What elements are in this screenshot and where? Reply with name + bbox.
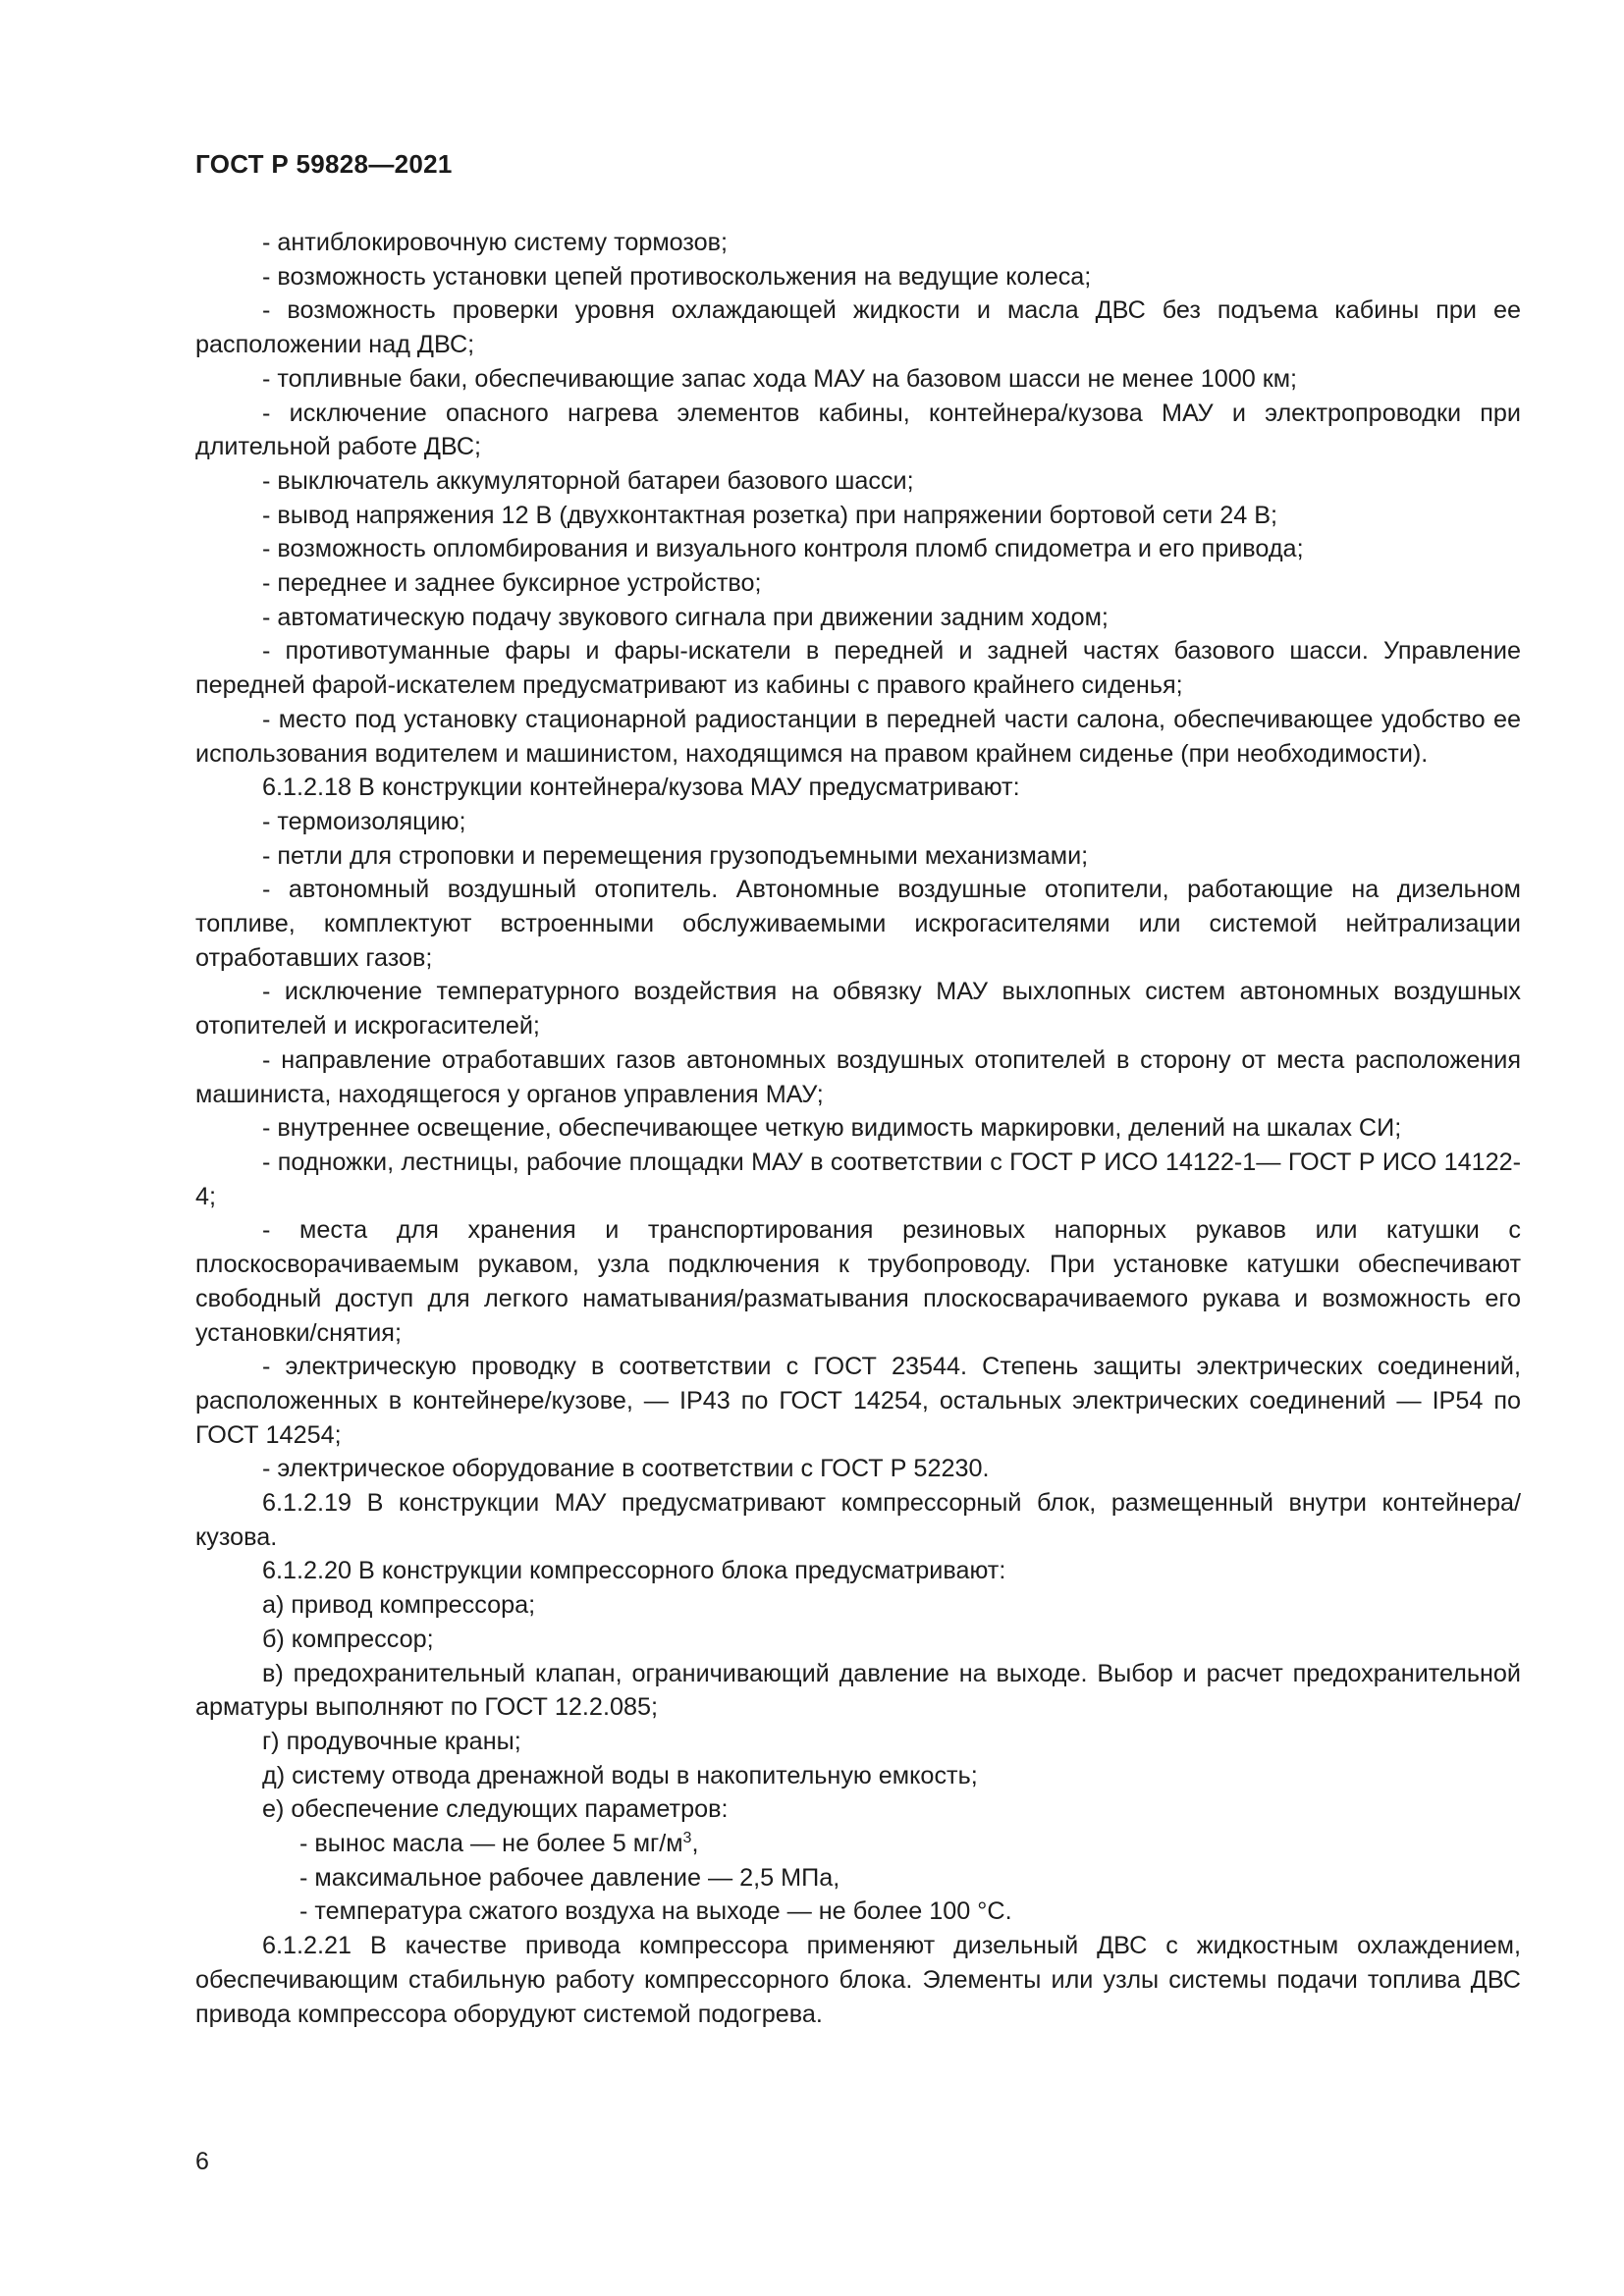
paragraph (195, 601, 1521, 635)
paragraph (195, 1486, 1521, 1554)
paragraph (195, 1929, 1521, 2031)
paragraph-text: в) предохранительный клапан, ограничивающий давление на выходе. Выбор и расчет предохранительной арматуры выполняют по ГОСТ 12.2.085; (195, 1659, 1521, 1722)
paragraph-text: - выключатель аккумуляторной батареи базового шасси; (262, 466, 914, 495)
paragraph-text: - антиблокировочную систему тормозов; (262, 229, 729, 256)
paragraph-text: - исключение температурного воздействия на обвязку МАУ выхлопных систем автономных воздушных отопителей и искрогасителей; (195, 978, 1521, 1041)
paragraph-text: - противотуманные фары и фары-искатели в передней и задней частях базового шасси. Управление передней фарой-искателем предусматривают из кабины с правого крайнего сиденья; (195, 637, 1521, 700)
paragraph-text: а) привод компрессора; (262, 1591, 536, 1620)
paragraph (195, 1725, 1521, 1759)
paragraph-text: - вынос масла — не более 5 мг/м (299, 1830, 683, 1858)
paragraph-tail: , (691, 1830, 699, 1858)
paragraph (195, 771, 1521, 805)
paragraph (195, 1146, 1521, 1213)
paragraph-text: - термоизоляцию; (262, 807, 466, 835)
paragraph (195, 1043, 1521, 1111)
paragraph (195, 1759, 1521, 1793)
paragraph (195, 703, 1521, 771)
superscript: 3 (682, 1830, 692, 1847)
paragraph-text: - петли для строповки и перемещения грузоподъемными механизмами; (262, 841, 1089, 870)
paragraph-text: - возможность проверки уровня охлаждающей жидкости и масла ДВС без подъема кабины при ее расположении над ДВС; (195, 296, 1521, 359)
paragraph (195, 1657, 1521, 1725)
paragraph-text: - внутреннее освещение, обеспечивающее четкую видимость маркировки, делений на шкалах СИ; (262, 1114, 1402, 1143)
paragraph (195, 226, 1521, 260)
paragraph (195, 260, 1521, 294)
paragraph-text: - максимальное рабочее давление — 2,5 МПа, (299, 1863, 840, 1892)
paragraph-text: г) продувочные краны; (262, 1727, 521, 1755)
paragraph-text: - возможность установки цепей противоскольжения на ведущие колеса; (262, 262, 1092, 291)
paragraph-text: 6.1.2.21 В качестве привода компрессора применяют дизельный ДВС с жидкостным охлаждением, обеспечивающим стабильную работу компрессорного блока. Элементы или узлы системы подачи топлива ДВС привода компрессора оборудуют системой подогрева. (195, 1932, 1521, 2028)
paragraph (195, 975, 1521, 1042)
page-number: 6 (195, 2148, 209, 2175)
paragraph-text: 6.1.2.18 В конструкции контейнера/кузова МАУ предусматривают: (262, 774, 1020, 802)
paragraph-text: - электрическое оборудование в соответствии с ГОСТ Р 52230. (262, 1455, 990, 1483)
paragraph-text: - места для хранения и транспортирования резиновых напорных рукавов или катушки с плоскосворачиваемым рукавом, узла подключения к трубопроводу. При установке катушки обеспечивают свободный доступ для легкого наматывания/разматывания плоскосварачиваемого рукава и возможность его установки/снятия; (195, 1216, 1521, 1347)
paragraph (195, 362, 1521, 397)
paragraph-text: - направление отработавших газов автономных воздушных отопителей в сторону от места расположения машиниста, находящегося у органов управления МАУ; (195, 1045, 1521, 1108)
paragraph (195, 1861, 1521, 1896)
paragraph-text: - вывод напряжения 12 В (двухконтактная розетка) при напряжении бортовой сети 24 В; (262, 501, 1278, 529)
paragraph (195, 1792, 1521, 1827)
paragraph (195, 1623, 1521, 1657)
paragraph-text: 6.1.2.19 В конструкции МАУ предусматривают компрессорный блок, размещенный внутри контейнера/кузова. (195, 1489, 1521, 1551)
paragraph-text: - автономный воздушный отопитель. Автономные воздушные отопители, работающие на дизельном топливе, комплектуют встроенными обслуживаемыми искрогасителями или системой нейтрализации отработавших газов; (195, 876, 1521, 972)
paragraph (195, 294, 1521, 361)
paragraph (195, 499, 1521, 533)
paragraph-text: е) обеспечение следующих параметров: (262, 1795, 729, 1824)
paragraph (195, 464, 1521, 499)
paragraph (195, 1588, 1521, 1623)
paragraph-text: д) систему отвода дренажной воды в накопительную емкость; (262, 1761, 978, 1789)
paragraph-text: б) компрессор; (262, 1625, 434, 1653)
paragraph-text: - температура сжатого воздуха на выходе — не более 100 °С. (299, 1897, 1012, 1926)
paragraph-text: - переднее и заднее буксирное устройство; (262, 569, 762, 598)
paragraph (195, 1554, 1521, 1588)
paragraph (195, 1213, 1521, 1350)
paragraph (195, 873, 1521, 975)
paragraph-text: - топливные баки, обеспечивающие запас хода МАУ на базовом шасси не менее 1000 км; (262, 364, 1298, 393)
paragraph (195, 397, 1521, 464)
paragraph-text: 6.1.2.20 В конструкции компрессорного блока предусматривают: (262, 1557, 1006, 1585)
document-header: ГОСТ Р 59828—2021 (195, 149, 453, 179)
paragraph (195, 1452, 1521, 1486)
paragraph-text: - исключение опасного нагрева элементов кабины, контейнера/кузова МАУ и электропроводки при длительной работе ДВС; (195, 399, 1521, 461)
paragraph-text: - возможность опломбирования и визуального контроля пломб спидометра и его привода; (262, 535, 1304, 563)
paragraph-text: - электрическую проводку в соответствии с ГОСТ 23544. Степень защиты электрических соединений, расположенных в контейнере/кузове, — IP43 по ГОСТ 14254, остальных электрических соединений — IP54 по ГОСТ 14254; (195, 1353, 1521, 1449)
paragraph-text: - автоматическую подачу звукового сигнала при движении задним ходом; (262, 603, 1109, 631)
paragraph (195, 1895, 1521, 1929)
paragraph-text: - место под установку стационарной радиостанции в передней части салона, обеспечивающее удобство ее использования водителем и машинистом, находящимся на правом крайнем сиденье (при необходимости). (195, 705, 1521, 768)
paragraph (195, 1111, 1521, 1146)
paragraph (195, 634, 1521, 702)
paragraph (195, 1350, 1521, 1452)
paragraph (195, 1827, 1521, 1861)
paragraph (195, 566, 1521, 601)
paragraph (195, 839, 1521, 874)
paragraph-text: - подножки, лестницы, рабочие площадки МАУ в соответствии с ГОСТ Р ИСО 14122-1— ГОСТ Р ИСО 14122-4; (195, 1148, 1521, 1210)
document-body (195, 226, 1521, 2031)
paragraph (195, 532, 1521, 566)
paragraph (195, 805, 1521, 839)
